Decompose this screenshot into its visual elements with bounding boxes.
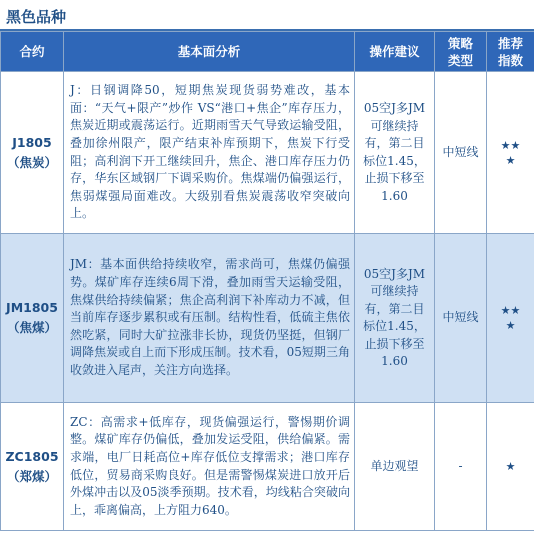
rating-stars: ★	[505, 460, 516, 473]
contract-cell	[1, 403, 64, 531]
header-strategy-type-line1: 策略	[447, 35, 473, 51]
contract-code: JM1805	[6, 300, 58, 315]
rating-cell	[487, 72, 534, 234]
table-row	[1, 234, 534, 403]
table-row	[1, 403, 534, 531]
header-advice: 操作建议	[355, 32, 435, 72]
header-strategy-type	[435, 32, 487, 72]
rating-stars: ★★★	[500, 304, 521, 332]
rating-cell	[487, 403, 534, 531]
rating-cell	[487, 234, 534, 403]
header-analysis: 基本面分析	[64, 32, 355, 72]
contract-name: （焦煤）	[6, 320, 57, 335]
table-header-row	[1, 32, 534, 72]
header-strategy-type-line2: 类型	[447, 52, 473, 68]
analysis-cell: ZC：高需求+低库存，现货偏强运行，警惕期价调整。煤矿库存仍偏低，叠加发运受阻，供给偏紧。需求端，电厂日耗高位+库存低位支撑需求；港口库存低位，贸易商采购良好。但是需警惕煤炭进口放开后外煤冲击以及05淡季预期。技术看，均线粘合突破向上，乖离偏高，上方阻力640。	[64, 403, 355, 531]
header-rating	[487, 32, 534, 72]
table-row	[1, 72, 534, 234]
header-contract: 合约	[1, 32, 64, 72]
header-rating-line1: 推荐	[497, 35, 523, 51]
advice-cell: 单边观望	[355, 403, 435, 531]
analysis-cell: JM：基本面供给持续收窄，需求尚可，焦煤仍偏强势。煤矿库存连续6周下滑，叠加雨雪天运输受阻，焦煤供给持续偏紧；焦企高利润下补库动力不减，但当前库存逐步累积或有压制。结构性看，低硫主焦依然吃紧，同时大矿拉涨非长协，现货仍坚挺，但钢厂调降焦炭或自上而下形成压制。技术看，05短期三角收敛进入尾声，关注方向选择。	[64, 234, 355, 403]
contract-code: J1805	[12, 134, 52, 150]
advice-cell: 05空J多JM可继续持有，第二目标位1.45，止损下移至1.60	[355, 72, 435, 234]
section-title: 黑色品种	[6, 8, 67, 26]
strategy-type-cell: 中短线	[435, 72, 487, 234]
contract-name: （焦炭）	[6, 154, 57, 170]
strategy-table	[0, 31, 534, 531]
analysis-cell: J：日钢调降50，短期焦炭现货弱势难改，基本面：“天气+限产”炒作 VS“港口+焦企”库存压力，焦炭近期或震荡运行。近期雨雪天气导致运输受阻，叠加徐州限产，限产结束补库预期下，焦炭下行受阻；高利润下开工继续回升，焦企、港口库存压力仍存，华东区域钢厂下调采购价。焦煤端仍偏强运行，焦弱煤强局面难改。大级别看焦炭震荡收窄突破向上。	[64, 72, 355, 234]
strategy-type-cell: -	[435, 403, 487, 531]
rating-stars: ★★★	[500, 138, 521, 167]
strategy-type-cell: 中短线	[435, 234, 487, 403]
advice-cell: 05空J多JM可继续持有，第二目标位1.45，止损下移至1.60	[355, 234, 435, 403]
contract-code: ZC1805	[5, 448, 59, 464]
header-rating-line2: 指数	[497, 52, 523, 68]
contract-name: （郑煤）	[6, 468, 57, 484]
contract-cell	[1, 72, 64, 234]
contract-cell	[1, 234, 64, 403]
